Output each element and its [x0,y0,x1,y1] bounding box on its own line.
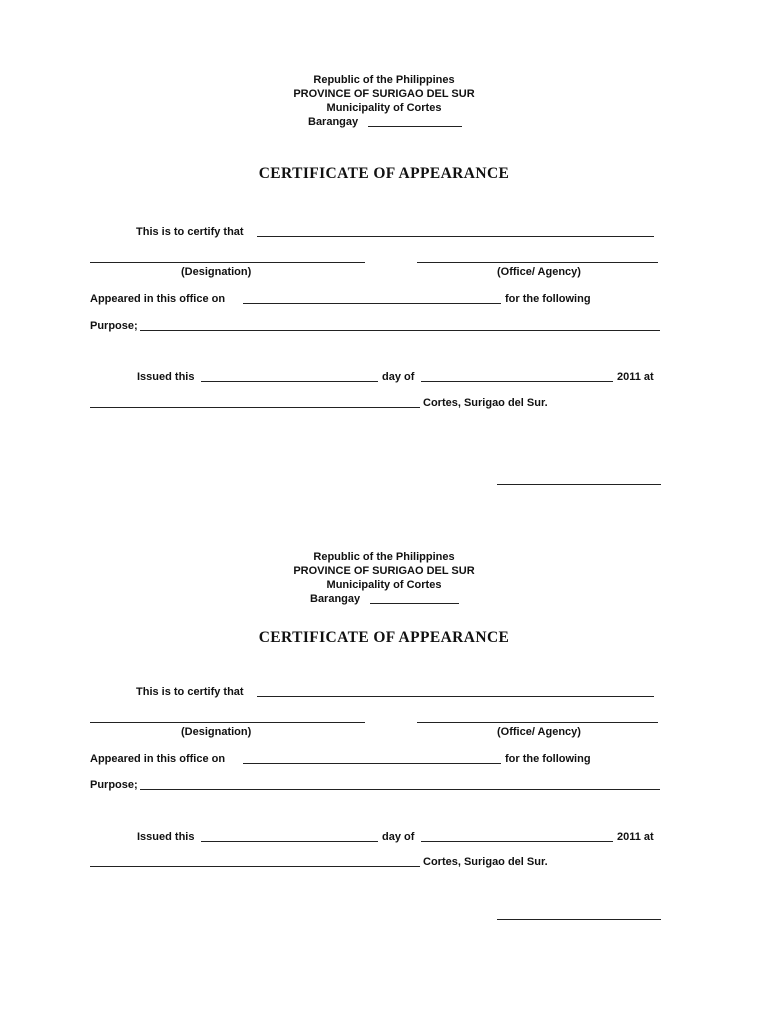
purpose-label: Purpose; [90,779,138,791]
place-label: Cortes, Surigao del Sur. [423,397,548,409]
designation-label: (Designation) [181,726,252,738]
office-agency-label: (Office/ Agency) [497,266,581,278]
barangay-label: Barangay [308,116,359,128]
following-label: for the following [505,293,591,305]
certificate-title: CERTIFICATE OF APPEARANCE [258,165,510,182]
purpose-field[interactable] [140,789,660,790]
office-agency-field[interactable] [417,722,658,723]
issued-label: Issued this [137,371,195,383]
header-province: PROVINCE OF SURIGAO DEL SUR [293,565,475,577]
issued-day-field[interactable] [201,841,378,842]
following-label: for the following [505,753,591,765]
place-label: Cortes, Surigao del Sur. [423,856,548,868]
header-province: PROVINCE OF SURIGAO DEL SUR [293,88,475,100]
office-agency-label: (Office/ Agency) [497,726,581,738]
signature-line[interactable] [497,919,661,920]
header-republic: Republic of the Philippines [313,551,455,563]
name-field[interactable] [257,696,654,697]
certify-label: This is to certify that [136,686,244,698]
appearance-date-field[interactable] [243,763,501,764]
appeared-label: Appeared in this office on [90,753,226,765]
barangay-label: Barangay [310,593,361,605]
year-at-label: 2011 at [617,371,654,383]
issued-label: Issued this [137,831,195,843]
header-republic: Republic of the Philippines [313,74,455,86]
certify-label: This is to certify that [136,226,244,238]
header-municipality: Municipality of Cortes [326,102,442,114]
day-of-label: day of [382,831,415,843]
year-at-label: 2011 at [617,831,654,843]
designation-label: (Designation) [181,266,252,278]
issued-month-field[interactable] [421,841,613,842]
purpose-label: Purpose; [90,320,138,332]
barangay-field[interactable] [370,603,459,604]
appeared-label: Appeared in this office on [90,293,226,305]
header-municipality: Municipality of Cortes [326,579,442,591]
certificate-title: CERTIFICATE OF APPEARANCE [258,629,510,646]
day-of-label: day of [382,371,415,383]
designation-field[interactable] [90,722,365,723]
issued-place-field[interactable] [90,866,420,867]
